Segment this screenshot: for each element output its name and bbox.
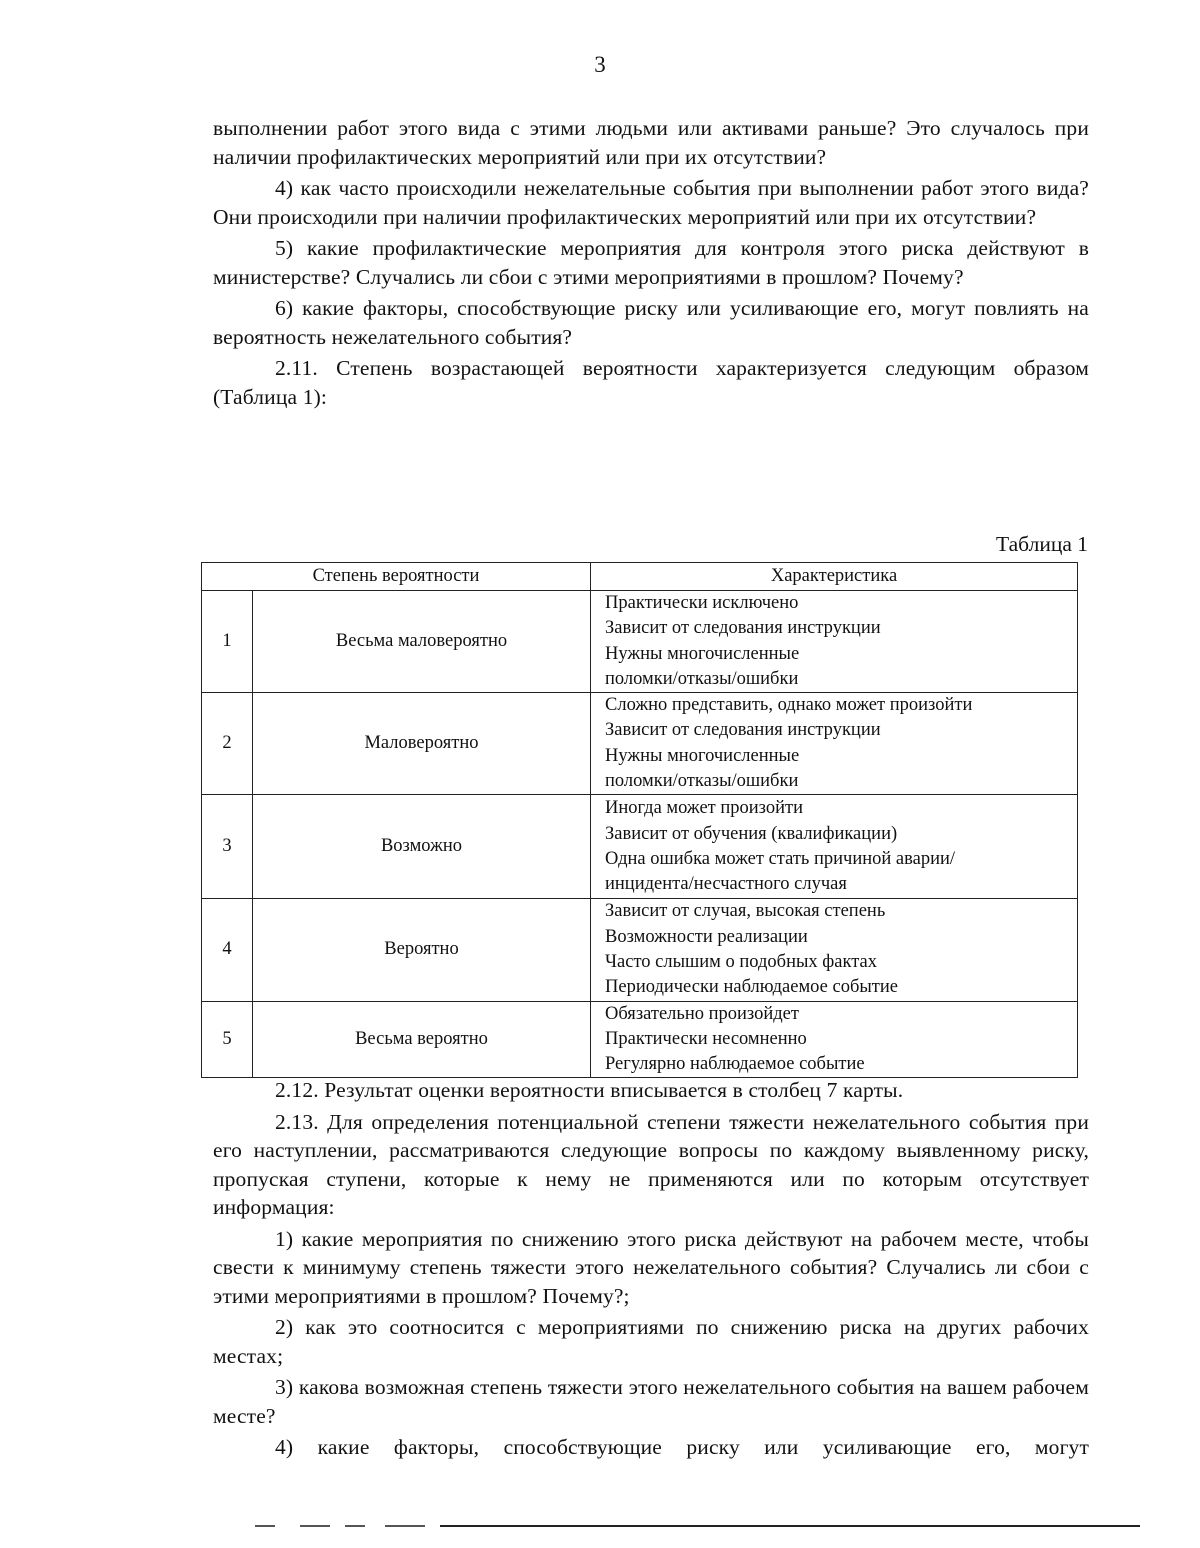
top-text-block [213, 114, 1089, 414]
table-row [202, 795, 1078, 899]
characteristic-line: Регулярно наблюдаемое событие [605, 1054, 865, 1075]
characteristic-cell [591, 693, 1078, 795]
probability-degree: Весьма маловероятно [253, 591, 591, 693]
row-number: 4 [202, 899, 253, 1001]
characteristic-line: Часто слышим о подобных фактах [605, 951, 877, 972]
table-row [202, 899, 1078, 1001]
characteristic-line: Зависит от обучения (квалификации) [605, 823, 898, 844]
table-caption: Таблица 1 [996, 532, 1088, 556]
footer-line [440, 1525, 1140, 1527]
table-header-row [202, 563, 1078, 591]
characteristic-line: Периодически наблюдаемое событие [605, 977, 898, 998]
paragraph: 6) какие факторы, способствующие риску или усиливающие его, могут повлиять на вероятность нежелательного события? [213, 296, 1089, 349]
paragraph: 2.11. Степень возрастающей вероятности характеризуется следующим образом (Таблица 1): [213, 356, 1089, 409]
paragraph: 2.12. Результат оценки вероятности вписывается в столбец 7 карты. [275, 1078, 904, 1102]
footer-dash [345, 1525, 365, 1527]
characteristic-line: Одна ошибка может стать причиной аварии/ [605, 848, 956, 869]
characteristic-line: поломки/отказы/ошибки [605, 668, 799, 689]
paragraph: выполнении работ этого вида с этими людьми или активами раньше? Это случалось при наличии профилактических мероприятий или при их отсутствии? [213, 116, 1089, 169]
footer-dash [300, 1525, 330, 1527]
footer-dash [255, 1525, 275, 1527]
characteristic-line: Нужны многочисленные [605, 643, 800, 664]
header-characteristic: Характеристика [591, 563, 1078, 591]
probability-table [201, 562, 1078, 1078]
header-degree: Степень вероятности [202, 563, 591, 591]
characteristic-line: Возможности реализации [605, 926, 808, 947]
characteristic-cell [591, 795, 1078, 899]
characteristic-line: Зависит от следования инструкции [605, 720, 881, 741]
page-number: 3 [594, 52, 606, 77]
characteristic-cell [591, 899, 1078, 1001]
probability-degree: Вероятно [253, 899, 591, 1001]
paragraph: 3) какова возможная степень тяжести этого нежелательного события на вашем рабочем месте? [213, 1375, 1089, 1428]
probability-degree: Возможно [253, 795, 591, 899]
probability-degree: Весьма вероятно [253, 1001, 591, 1078]
characteristic-line: Сложно представить, однако может произойти [605, 695, 973, 716]
table-row [202, 591, 1078, 693]
paragraph: 4) какие факторы, способствующие риску или усиливающие его, могут [275, 1435, 1089, 1459]
row-number: 5 [202, 1001, 253, 1078]
characteristic-line: инцидента/несчастного случая [605, 874, 847, 895]
bottom-text-block [213, 1076, 1089, 1465]
characteristic-line: Обязательно произойдет [605, 1003, 799, 1024]
characteristic-line: Зависит от следования инструкции [605, 618, 881, 639]
table-row [202, 1001, 1078, 1078]
characteristic-line: поломки/отказы/ошибки [605, 771, 799, 792]
characteristic-line: Зависит от случая, высокая степень [605, 901, 886, 922]
paragraph: 2) как это соотносится с мероприятиями по снижению риска на других рабочих местах; [213, 1315, 1089, 1368]
row-number: 3 [202, 795, 253, 899]
row-number: 1 [202, 591, 253, 693]
characteristic-line: Практически исключено [605, 593, 799, 613]
characteristic-cell [591, 1001, 1078, 1078]
characteristic-line: Практически несомненно [605, 1028, 807, 1049]
paragraph: 5) какие профилактические мероприятия для контроля этого риска действуют в министерстве? Случались ли сбои с этими мероприятиями в прошлом? Почему? [213, 236, 1089, 289]
footer-dash [385, 1525, 425, 1527]
table-row [202, 693, 1078, 795]
paragraph: 4) как часто происходили нежелательные события при выполнении работ этого вида? Они происходили при наличии профилактических мероприятий или при их отсутствии? [213, 176, 1089, 229]
paragraph: 2.13. Для определения потенциальной степени тяжести нежелательного события при его наступлении, рассматриваются следующие вопросы по каждому выявленному риску, пропуская ступени, которые к нему не применяются или по которым отсутствует информация: [213, 1109, 1089, 1219]
characteristic-line: Нужны многочисленные [605, 745, 800, 766]
probability-degree: Маловероятно [253, 693, 591, 795]
row-number: 2 [202, 693, 253, 795]
paragraph: 1) какие мероприятия по снижению этого риска действуют на рабочем месте, чтобы свести к минимуму степень тяжести этого нежелательного события? Случались ли сбои с этими мероприятиями в прошлом? Почему?; [213, 1226, 1089, 1308]
characteristic-line: Иногда может произойти [605, 798, 804, 819]
characteristic-cell [591, 591, 1078, 693]
